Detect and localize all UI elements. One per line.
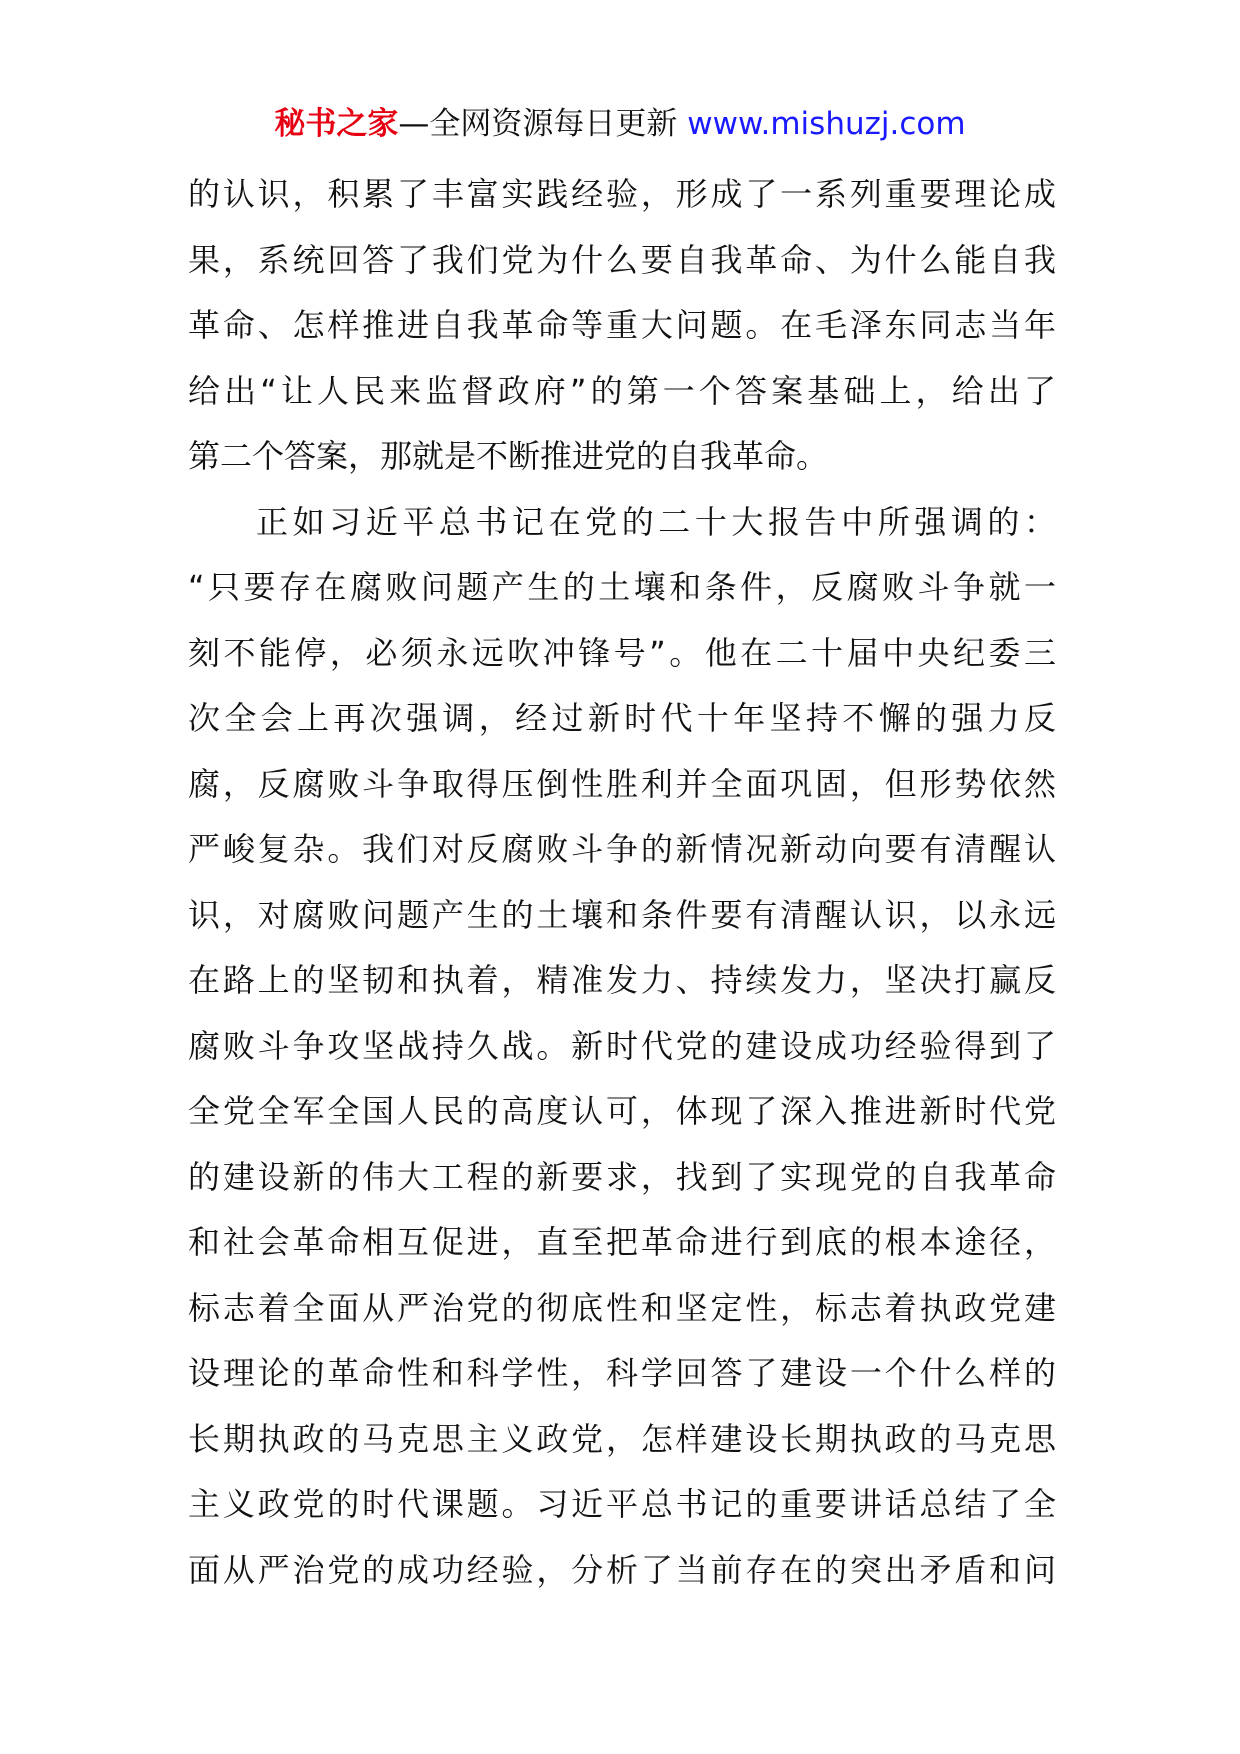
text-line: 刻不能停，必须永远吹冲锋号”。他在二十届中央纪委三 (188, 633, 1056, 672)
text-line: 面从严治党的成功经验，分析了当前存在的突出矛盾和问 (188, 1550, 1056, 1589)
text-line: 和社会革命相互促进，直至把革命进行到底的根本途径， (188, 1223, 1056, 1261)
text-line: 主义政党的时代课题。习近平总书记的重要讲话总结了全 (188, 1485, 1056, 1523)
text-line: 全党全军全国人民的高度认可，体现了深入推进新时代党 (188, 1092, 1056, 1130)
text-line: 腐，反腐败斗争取得压倒性胜利并全面巩固，但形势依然 (188, 764, 1056, 803)
brand-slogan: —全网资源每日更新 (398, 106, 678, 142)
text-line: 果，系统回答了我们党为什么要自我革命、为什么能自我 (188, 240, 1056, 279)
text-line: 识，对腐败问题产生的土壤和条件要有清醒认识，以永远 (188, 895, 1056, 934)
watermark-header (0, 102, 1240, 146)
text-line: 腐败斗争攻坚战持久战。新时代党的建设成功经验得到了 (188, 1026, 1056, 1065)
text-line: 在路上的坚韧和执着，精准发力、持续发力，坚决打赢反 (188, 961, 1056, 999)
text-line: 第二个答案，那就是不断推进党的自我革命。 (188, 437, 829, 475)
text-line: 严峻复杂。我们对反腐败斗争的新情况新动向要有清醒认 (188, 830, 1056, 868)
text-line: 的认识，积累了丰富实践经验，形成了一系列重要理论成 (188, 175, 1056, 213)
text-line: 长期执政的马克思主义政党，怎样建设长期执政的马克思 (188, 1419, 1056, 1458)
text-line: 的建设新的伟大工程的新要求，找到了实现党的自我革命 (188, 1157, 1056, 1196)
text-line: 设理论的革命性和科学性，科学回答了建设一个什么样的 (188, 1354, 1056, 1392)
text-line: 标志着全面从严治党的彻底性和坚定性，标志着执政党建 (188, 1288, 1056, 1327)
text-line: 革命、怎样推进自我革命等重大问题。在毛泽东同志当年 (188, 306, 1056, 344)
paragraph-first-line: 正如习近平总书记在党的二十大报告中所强调的： (256, 502, 1056, 541)
brand-name: 秘书之家 (274, 106, 399, 142)
text-line: 次全会上再次强调，经过新时代十年坚持不懈的强力反 (188, 699, 1056, 737)
document-body (188, 162, 1056, 1603)
text-line: “只要存在腐败问题产生的土壤和条件，反腐败斗争就一 (188, 568, 1056, 606)
text-line: 给出“让人民来监督政府”的第一个答案基础上，给出了 (188, 371, 1056, 410)
site-url: www.mishuzj.com (687, 106, 966, 142)
